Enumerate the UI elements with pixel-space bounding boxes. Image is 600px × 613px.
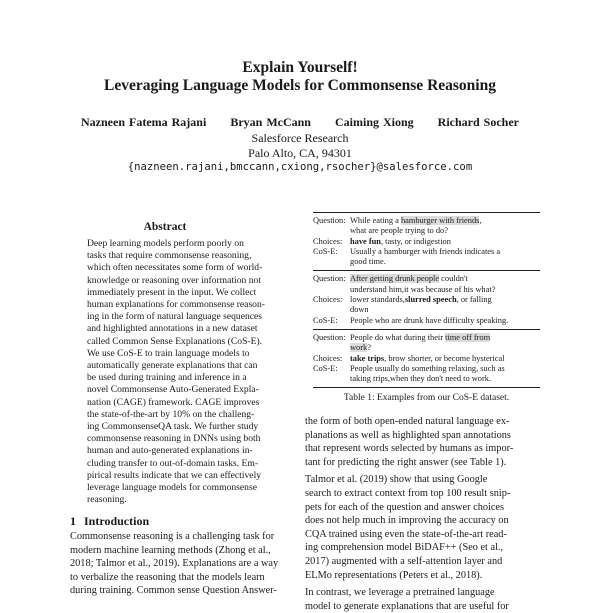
question-text: understand him,it was because of his what? <box>350 284 496 294</box>
abstract-line: novel Commonsense Auto-Generated Expla- <box>87 384 259 396</box>
body-line: ing comprehension model BiDAF++ (Seo et al., <box>305 542 504 554</box>
affiliation-org: Salesforce Research <box>251 131 349 145</box>
body-line: ELMo representations (Peters et al., 2018). <box>305 569 483 581</box>
choices-text: , or falling <box>456 295 492 305</box>
cose-text: People who are drunk have difficulty speaking. <box>350 315 509 325</box>
table-example <box>313 271 540 328</box>
cose-label: CoS-E: <box>313 363 338 373</box>
question-text: couldn't <box>439 274 468 284</box>
author-list <box>0 115 600 130</box>
abstract-line: knowledge or reasoning over information not <box>87 274 261 286</box>
intro-line: during training. Common sense Question Answer- <box>70 585 277 596</box>
intro-line: Commonsense reasoning is a challenging task for <box>70 531 275 542</box>
question-text: ? <box>367 343 371 353</box>
section-heading <box>70 514 149 529</box>
body-line: In contrast, we leverage a pretrained language <box>305 587 495 599</box>
question-text: While eating a <box>350 216 401 225</box>
table-example <box>313 213 540 270</box>
abstract-line: We use CoS-E to train language models to <box>87 347 250 359</box>
abstract-line: immediately present in the input. We collect <box>87 286 257 298</box>
choices-text: lower standards, <box>350 295 405 305</box>
choices-label: Choices: <box>313 353 343 363</box>
body-line: does not help much in improving the accuracy on <box>305 515 509 527</box>
abstract-line: human and auto-generated explanations in- <box>87 445 253 457</box>
abstract-line: Deep learning models perform poorly on <box>87 238 244 249</box>
abstract-line: human explanations for commonsense reason- <box>87 299 265 311</box>
highlighted-span: After getting drunk people <box>350 274 440 284</box>
correct-choice: slurred speech <box>404 295 457 305</box>
affiliation-location: Palo Alto, CA, 94301 <box>248 146 352 160</box>
choices-label: Choices: <box>313 236 343 246</box>
question-text: People do what during their <box>350 332 446 342</box>
abstract-line: pirical results indicate that we can effectively <box>87 469 262 481</box>
abstract-line: tasks that require commonsense reasoning, <box>87 250 252 262</box>
correct-choice: take trips <box>350 353 385 363</box>
author-emails: {nazneen.rajani,bmccann,cxiong,rsocher}@salesforce.com <box>127 161 473 173</box>
right-column-body <box>305 415 541 613</box>
table-example <box>313 330 540 387</box>
choices-label: Choices: <box>313 295 343 305</box>
question-label: Question: <box>313 216 346 225</box>
intro-line: 2018; Talmor et al., 2019). Explanations are a way <box>70 558 279 569</box>
abstract-line: ing in the form of natural language sequences <box>87 311 263 323</box>
abstract-line: cluding transfer to out-of-domain tasks. Em- <box>87 457 259 469</box>
body-line: CQA trained using even the state-of-the-art read- <box>305 528 507 540</box>
author: Richard Socher <box>437 115 519 129</box>
correct-choice: have fun <box>350 236 381 246</box>
abstract-line: and highlighted annotations in a new dataset <box>87 323 258 335</box>
cose-label: CoS-E: <box>313 246 338 256</box>
choices-text: down <box>350 305 369 315</box>
author: Nazneen Fatema Rajani <box>81 115 207 129</box>
abstract-line: the state-of-the-art by 10% on the challeng- <box>87 408 255 420</box>
abstract-line: called Common Sense Explanations (CoS-E). <box>87 335 263 347</box>
abstract-line: commonsense reasoning in DNNs using both <box>87 433 261 445</box>
abstract-heading: Abstract <box>143 221 187 233</box>
table-caption: Table 1: Examples from our CoS-E dataset. <box>343 393 510 403</box>
cose-text: Usually a hamburger with friends indicates a <box>350 246 501 256</box>
choices-text: , brow shorter, or become hysterical <box>384 353 505 363</box>
section-title: Introduction <box>84 514 150 528</box>
body-line: the form of both open-ended natural language ex- <box>305 416 510 427</box>
highlighted-span: work <box>350 343 368 353</box>
abstract-line: ing CommonsenseQA task. We further study <box>87 421 259 433</box>
body-line: search to extract context from top 100 result snip- <box>305 487 511 499</box>
intro-line: modern machine learning methods (Zhong et al., <box>70 544 271 556</box>
question-label: Question: <box>313 332 346 342</box>
author: Caiming Xiong <box>334 115 414 129</box>
abstract-line: automatically generate explanations that can <box>87 360 258 372</box>
choices-text: , tasty, or indigestion <box>380 236 451 246</box>
body-line: pets for each of the question and answer choices <box>305 501 504 513</box>
table-rule <box>313 387 540 388</box>
body-line: model to generate explanations that are useful for <box>305 600 509 612</box>
abstract-line: which often necessitates some form of world- <box>87 262 263 274</box>
abstract-line: leverage language models for commonsense <box>87 482 257 494</box>
abstract-body <box>87 238 265 506</box>
highlighted-span: time off from <box>445 332 491 342</box>
highlighted-span: hamburger with friends <box>400 216 480 225</box>
paper-title-line1: Explain Yourself! <box>242 59 358 76</box>
paper-title-line2: Leveraging Language Models for Commonsense Reasoning <box>104 77 496 94</box>
body-line: 2017) augmented with a self-attention layer and <box>305 555 503 567</box>
body-line: tant for predicting the right answer (see Table 1). <box>305 456 507 468</box>
cose-text: People usually do something relaxing, such as <box>350 363 505 373</box>
introduction-body <box>70 530 296 598</box>
abstract-line: be used during training and inference in a <box>87 372 247 384</box>
section-number: 1 <box>70 514 76 528</box>
author: Bryan McCann <box>230 115 311 129</box>
cose-text: taking trips,when they don't need to work. <box>350 374 492 384</box>
question-label: Question: <box>313 274 346 284</box>
examples-table <box>313 212 540 388</box>
cose-text: good time. <box>350 257 386 267</box>
abstract-line: nation (CAGE) framework. CAGE improves <box>87 396 260 408</box>
intro-line: to verbalize the reasoning that the models learn <box>70 571 265 583</box>
body-line: Talmor et al. (2019) show that using Google <box>305 474 488 486</box>
question-text: , <box>479 216 482 225</box>
abstract-line: reasoning. <box>87 494 127 506</box>
question-text: what are people trying to do? <box>350 226 448 236</box>
body-line: planations as well as highlighted span annotations <box>305 429 511 441</box>
cose-label: CoS-E: <box>313 315 338 325</box>
body-line: that represent words selected by humans as impor- <box>305 443 514 455</box>
